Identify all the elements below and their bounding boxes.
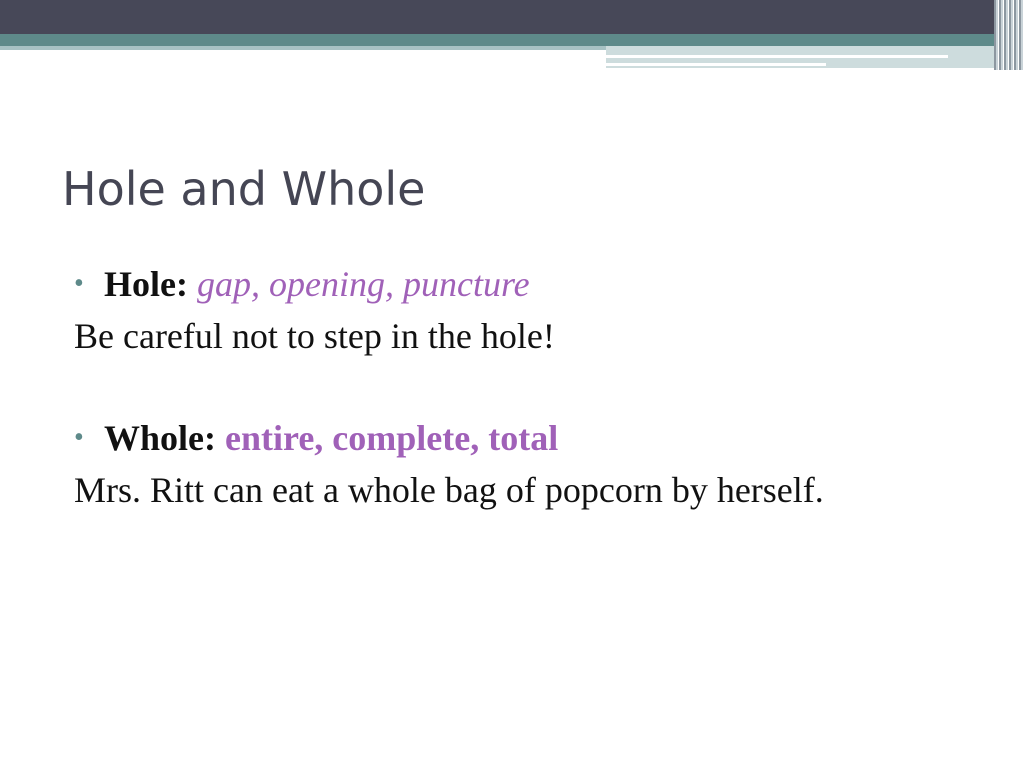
definition-text: gap, opening, puncture [196, 264, 530, 304]
spacer [74, 360, 954, 414]
example-sentence: Be careful not to step in the hole! [74, 316, 555, 356]
term-label: Whole: [104, 418, 225, 458]
term-label: Hole: [104, 264, 197, 304]
header-accent-line [606, 55, 948, 58]
bullet-icon: • [74, 422, 84, 453]
slide-title: Hole and Whole [62, 162, 426, 216]
bullet-item [74, 414, 954, 462]
vocab-entry-hole [74, 260, 954, 360]
header-light-teal-strip [0, 46, 606, 50]
vocab-entry-whole [74, 414, 954, 514]
bullet-icon: • [74, 268, 84, 299]
example-sentence: Mrs. Ritt can eat a whole bag of popcorn by herself. [74, 470, 824, 510]
header-accent-line [606, 63, 826, 66]
header-stripes-decoration [994, 0, 1024, 70]
bullet-item [74, 260, 954, 308]
definition-text: entire, complete, total [225, 418, 559, 458]
header-dark-band [0, 0, 1024, 34]
header-teal-band [0, 34, 1024, 46]
slide-body [74, 260, 954, 514]
